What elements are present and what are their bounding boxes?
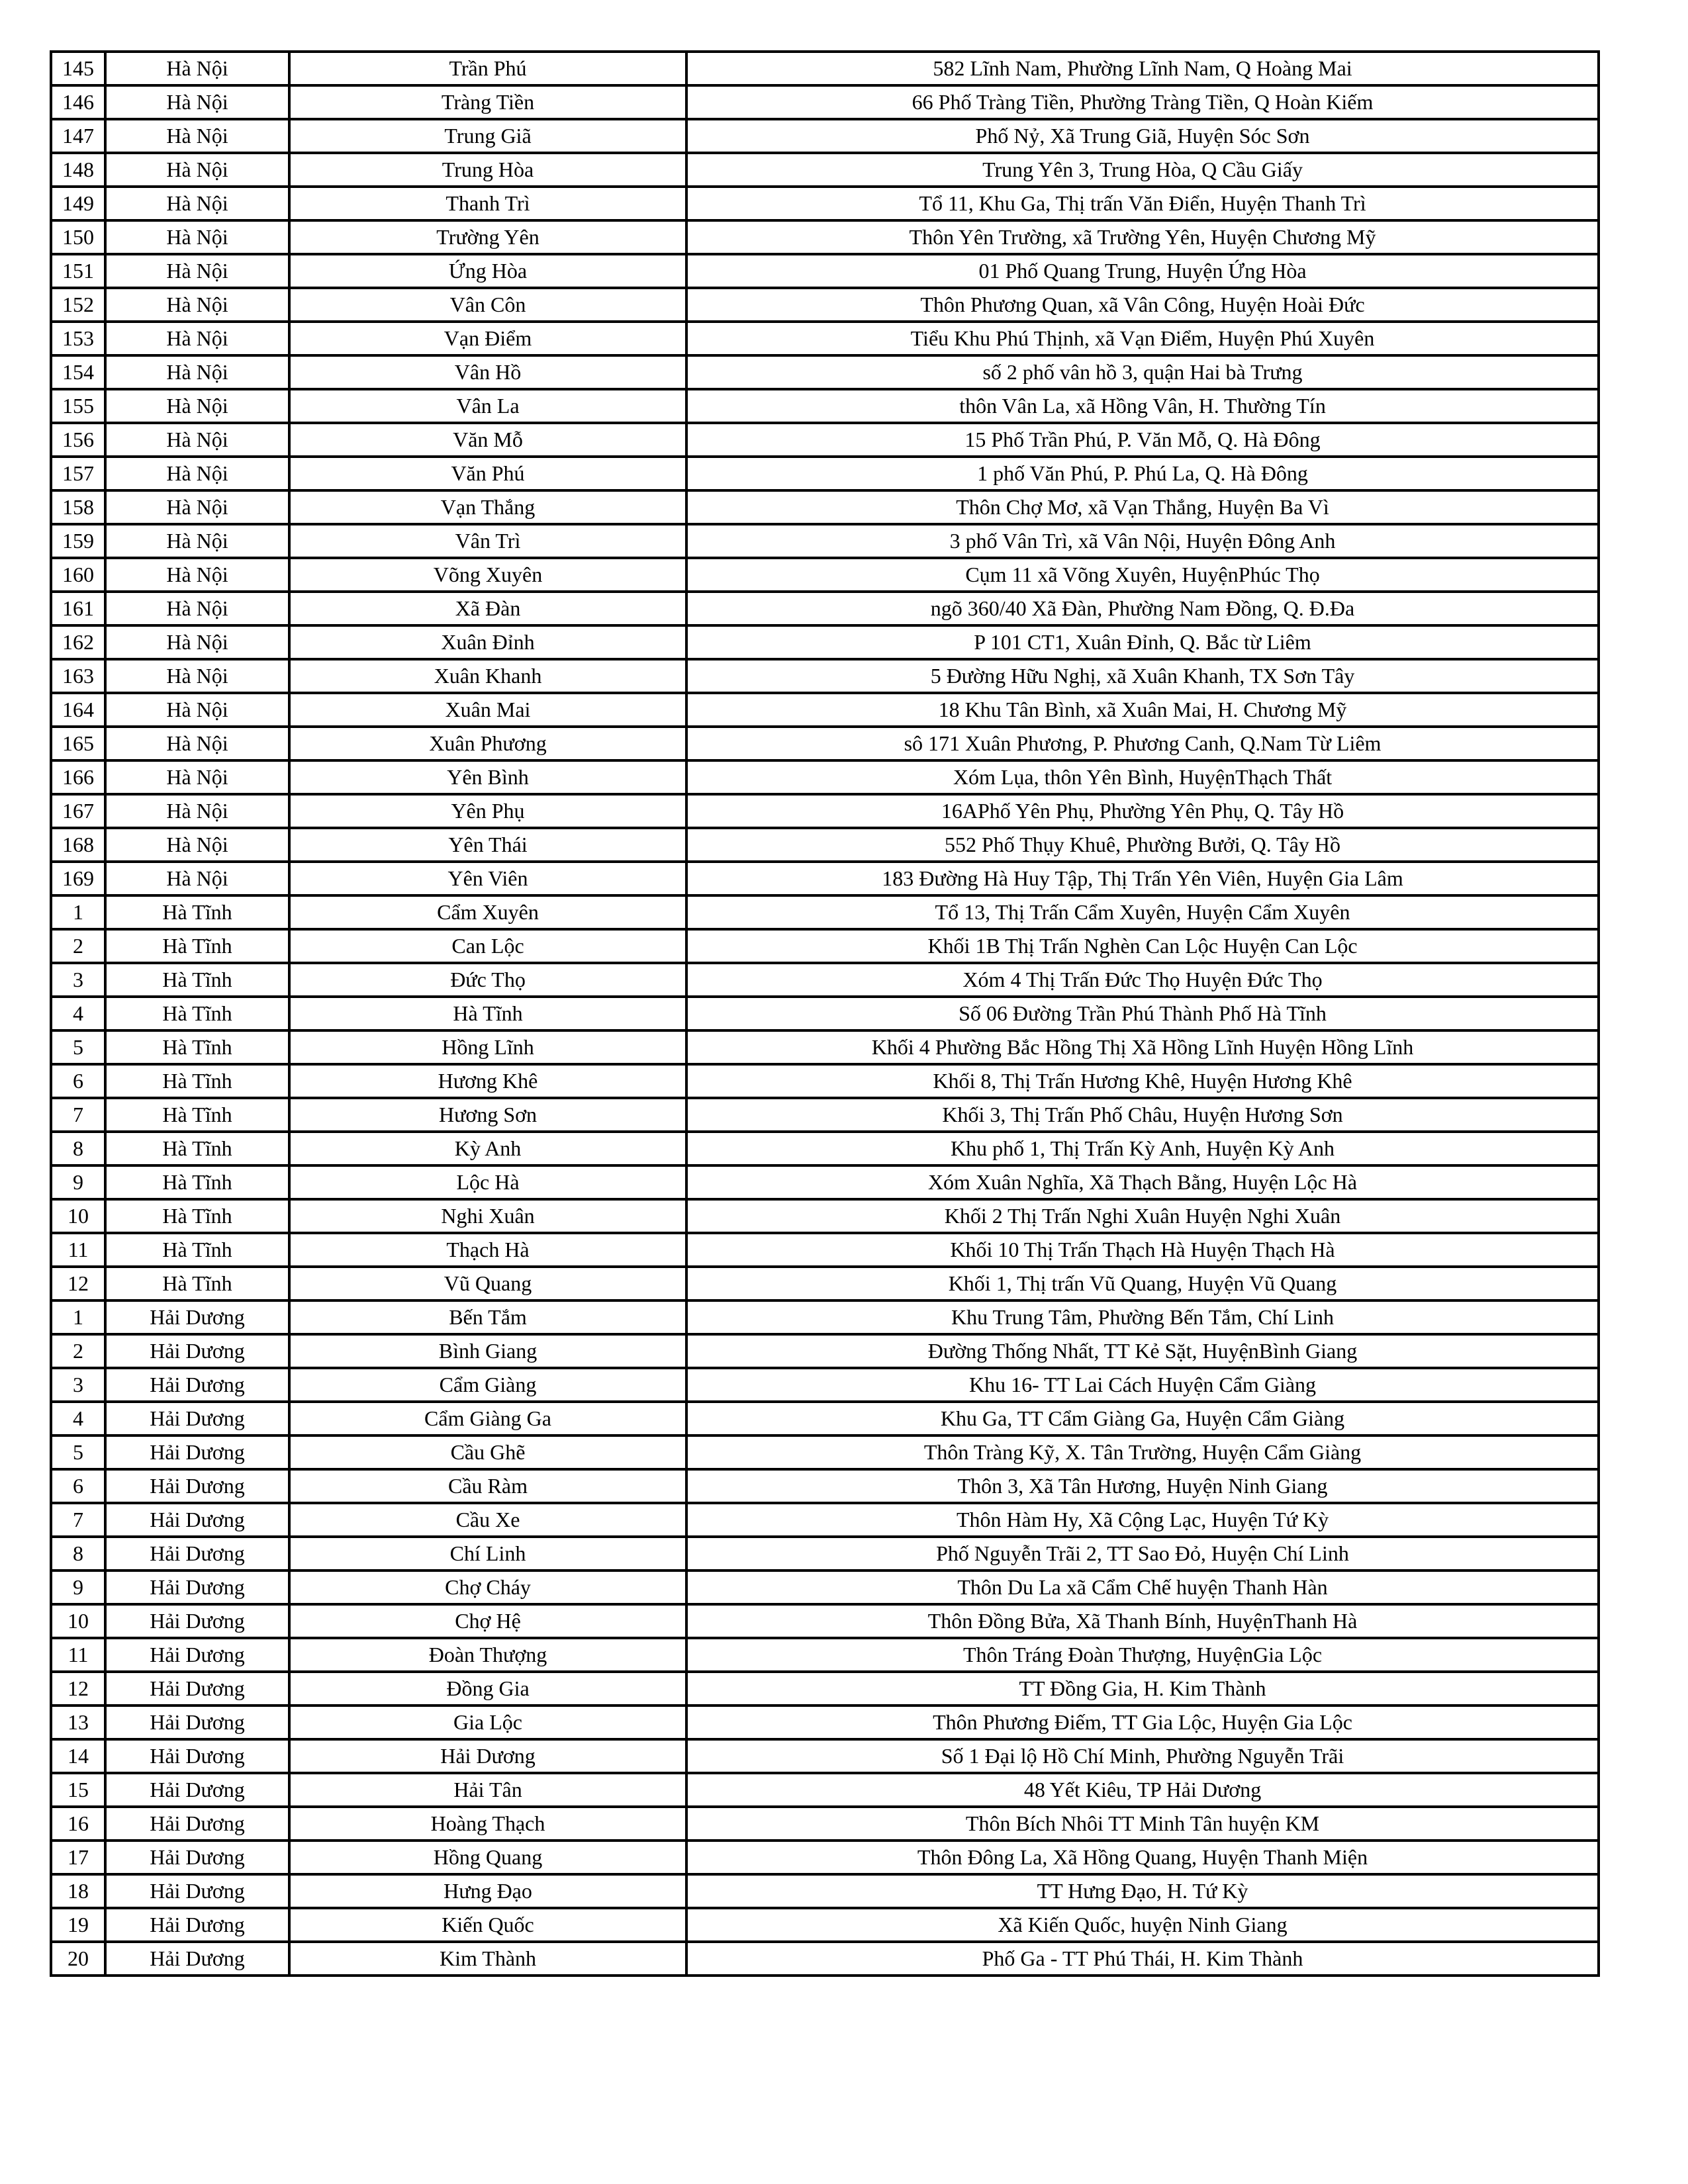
row-number-cell: 146 bbox=[51, 85, 105, 119]
address-cell: Tiểu Khu Phú Thịnh, xã Vạn Điểm, Huyện Phú Xuyên bbox=[686, 322, 1599, 355]
address-cell: 582 Lĩnh Nam, Phường Lĩnh Nam, Q Hoàng Mai bbox=[686, 52, 1599, 85]
table-row bbox=[51, 1807, 1599, 1841]
province-cell: Hải Dương bbox=[105, 1841, 289, 1874]
address-cell: Thôn Đồng Bửa, Xã Thanh Bính, HuyệnThanh Hà bbox=[686, 1604, 1599, 1638]
table-row bbox=[51, 423, 1599, 457]
row-number-cell: 12 bbox=[51, 1672, 105, 1706]
address-cell: 1 phố Văn Phú, P. Phú La, Q. Hà Đông bbox=[686, 457, 1599, 490]
branch-name-cell: Cầu Ràm bbox=[289, 1469, 686, 1503]
row-number-cell: 8 bbox=[51, 1132, 105, 1165]
row-number-cell: 2 bbox=[51, 1334, 105, 1368]
row-number-cell: 151 bbox=[51, 254, 105, 288]
address-cell: Thôn 3, Xã Tân Hương, Huyện Ninh Giang bbox=[686, 1469, 1599, 1503]
branch-name-cell: Yên Viên bbox=[289, 862, 686, 895]
branch-name-cell: Xuân Mai bbox=[289, 693, 686, 727]
row-number-cell: 8 bbox=[51, 1537, 105, 1570]
row-number-cell: 6 bbox=[51, 1469, 105, 1503]
branch-name-cell: Vân Trì bbox=[289, 524, 686, 558]
branch-name-cell: Nghi Xuân bbox=[289, 1199, 686, 1233]
province-cell: Hải Dương bbox=[105, 1638, 289, 1672]
address-cell: 15 Phố Trần Phú, P. Văn Mỗ, Q. Hà Đông bbox=[686, 423, 1599, 457]
address-cell: Đường Thống Nhất, TT Kẻ Sặt, HuyệnBình Giang bbox=[686, 1334, 1599, 1368]
table-row bbox=[51, 1570, 1599, 1604]
branch-name-cell: Bến Tắm bbox=[289, 1300, 686, 1334]
branch-name-cell: Trần Phú bbox=[289, 52, 686, 85]
row-number-cell: 11 bbox=[51, 1638, 105, 1672]
province-cell: Hà Nội bbox=[105, 322, 289, 355]
table-row bbox=[51, 1908, 1599, 1942]
table-body bbox=[51, 52, 1599, 1976]
province-cell: Hà Tĩnh bbox=[105, 1098, 289, 1132]
table-row bbox=[51, 1469, 1599, 1503]
province-cell: Hà Nội bbox=[105, 288, 289, 322]
branch-name-cell: Hải Tân bbox=[289, 1773, 686, 1807]
branch-name-cell: Hồng Quang bbox=[289, 1841, 686, 1874]
table-row bbox=[51, 322, 1599, 355]
province-cell: Hà Tĩnh bbox=[105, 1267, 289, 1300]
branch-name-cell: Cẩm Giàng Ga bbox=[289, 1402, 686, 1435]
province-cell: Hải Dương bbox=[105, 1908, 289, 1942]
address-cell: Thôn Tràng Kỹ, X. Tân Trường, Huyện Cẩm Giàng bbox=[686, 1435, 1599, 1469]
province-cell: Hà Nội bbox=[105, 153, 289, 187]
row-number-cell: 4 bbox=[51, 997, 105, 1030]
table-row bbox=[51, 828, 1599, 862]
branch-name-cell: Văn Mỗ bbox=[289, 423, 686, 457]
table-row bbox=[51, 693, 1599, 727]
branch-name-cell: Gia Lộc bbox=[289, 1706, 686, 1739]
province-cell: Hà Nội bbox=[105, 85, 289, 119]
province-cell: Hà Nội bbox=[105, 592, 289, 625]
province-cell: Hà Nội bbox=[105, 659, 289, 693]
row-number-cell: 18 bbox=[51, 1874, 105, 1908]
table-row bbox=[51, 1773, 1599, 1807]
province-cell: Hà Nội bbox=[105, 862, 289, 895]
address-cell: sô 171 Xuân Phương, P. Phương Canh, Q.Nam Từ Liêm bbox=[686, 727, 1599, 760]
address-cell: Trung Yên 3, Trung Hòa, Q Cầu Giấy bbox=[686, 153, 1599, 187]
table-row bbox=[51, 1503, 1599, 1537]
address-cell: Khu Trung Tâm, Phường Bến Tắm, Chí Linh bbox=[686, 1300, 1599, 1334]
branch-name-cell: Cẩm Xuyên bbox=[289, 895, 686, 929]
address-cell: 48 Yết Kiêu, TP Hải Dương bbox=[686, 1773, 1599, 1807]
branch-name-cell: Hồng Lĩnh bbox=[289, 1030, 686, 1064]
table-row bbox=[51, 1706, 1599, 1739]
row-number-cell: 147 bbox=[51, 119, 105, 153]
address-cell: Phố Nguyễn Trãi 2, TT Sao Đỏ, Huyện Chí Linh bbox=[686, 1537, 1599, 1570]
branch-name-cell: Kiến Quốc bbox=[289, 1908, 686, 1942]
branch-name-cell: Trường Yên bbox=[289, 220, 686, 254]
row-number-cell: 158 bbox=[51, 490, 105, 524]
table-row bbox=[51, 524, 1599, 558]
address-cell: Xóm Xuân Nghĩa, Xã Thạch Bằng, Huyện Lộc Hà bbox=[686, 1165, 1599, 1199]
province-cell: Hà Nội bbox=[105, 119, 289, 153]
branch-name-cell: Đức Thọ bbox=[289, 963, 686, 997]
province-cell: Hà Tĩnh bbox=[105, 1199, 289, 1233]
address-cell: Khối 1B Thị Trấn Nghèn Can Lộc Huyện Can Lộc bbox=[686, 929, 1599, 963]
row-number-cell: 5 bbox=[51, 1435, 105, 1469]
province-cell: Hà Tĩnh bbox=[105, 1233, 289, 1267]
table-row bbox=[51, 727, 1599, 760]
province-cell: Hà Nội bbox=[105, 727, 289, 760]
province-cell: Hà Tĩnh bbox=[105, 929, 289, 963]
row-number-cell: 14 bbox=[51, 1739, 105, 1773]
address-cell: Thôn Chợ Mơ, xã Vạn Thắng, Huyện Ba Vì bbox=[686, 490, 1599, 524]
row-number-cell: 7 bbox=[51, 1098, 105, 1132]
branch-name-cell: Xuân Khanh bbox=[289, 659, 686, 693]
province-cell: Hà Nội bbox=[105, 693, 289, 727]
row-number-cell: 3 bbox=[51, 963, 105, 997]
address-cell: Thôn Tráng Đoàn Thượng, HuyệnGia Lộc bbox=[686, 1638, 1599, 1672]
table-row bbox=[51, 254, 1599, 288]
branch-name-cell: Hà Tĩnh bbox=[289, 997, 686, 1030]
branch-name-cell: Thạch Hà bbox=[289, 1233, 686, 1267]
table-row bbox=[51, 1132, 1599, 1165]
table-row bbox=[51, 592, 1599, 625]
province-cell: Hải Dương bbox=[105, 1300, 289, 1334]
row-number-cell: 2 bbox=[51, 929, 105, 963]
branch-name-cell: Trung Giã bbox=[289, 119, 686, 153]
branch-name-cell: Can Lộc bbox=[289, 929, 686, 963]
table-row bbox=[51, 119, 1599, 153]
branch-name-cell: Trung Hòa bbox=[289, 153, 686, 187]
address-cell: Khối 1, Thị trấn Vũ Quang, Huyện Vũ Quang bbox=[686, 1267, 1599, 1300]
table-row bbox=[51, 389, 1599, 423]
branch-name-cell: Hải Dương bbox=[289, 1739, 686, 1773]
table-row bbox=[51, 457, 1599, 490]
row-number-cell: 1 bbox=[51, 1300, 105, 1334]
row-number-cell: 164 bbox=[51, 693, 105, 727]
table-row bbox=[51, 1604, 1599, 1638]
branch-name-cell: Hưng Đạo bbox=[289, 1874, 686, 1908]
branch-name-cell: Hương Sơn bbox=[289, 1098, 686, 1132]
address-cell: ngõ 360/40 Xã Đàn, Phường Nam Đồng, Q. Đ.Đa bbox=[686, 592, 1599, 625]
branch-name-cell: Tràng Tiền bbox=[289, 85, 686, 119]
branch-name-cell: Xuân Phương bbox=[289, 727, 686, 760]
table-row bbox=[51, 490, 1599, 524]
address-cell: Khối 3, Thị Trấn Phố Châu, Huyện Hương Sơn bbox=[686, 1098, 1599, 1132]
table-row bbox=[51, 1098, 1599, 1132]
branch-name-cell: Vân Hồ bbox=[289, 355, 686, 389]
branch-name-cell: Đoàn Thượng bbox=[289, 1638, 686, 1672]
row-number-cell: 145 bbox=[51, 52, 105, 85]
row-number-cell: 9 bbox=[51, 1165, 105, 1199]
address-cell: thôn Vân La, xã Hồng Vân, H. Thường Tín bbox=[686, 389, 1599, 423]
branch-name-cell: Vạn Điểm bbox=[289, 322, 686, 355]
province-cell: Hải Dương bbox=[105, 1807, 289, 1841]
address-cell: Cụm 11 xã Võng Xuyên, HuyệnPhúc Thọ bbox=[686, 558, 1599, 592]
table-row bbox=[51, 52, 1599, 85]
address-cell: Thôn Yên Trường, xã Trường Yên, Huyện Chương Mỹ bbox=[686, 220, 1599, 254]
table-row bbox=[51, 1368, 1599, 1402]
row-number-cell: 15 bbox=[51, 1773, 105, 1807]
table-row bbox=[51, 85, 1599, 119]
address-cell: Khu phố 1, Thị Trấn Kỳ Anh, Huyện Kỳ Anh bbox=[686, 1132, 1599, 1165]
row-number-cell: 20 bbox=[51, 1942, 105, 1976]
row-number-cell: 19 bbox=[51, 1908, 105, 1942]
address-cell: Phố Ga - TT Phú Thái, H. Kim Thành bbox=[686, 1942, 1599, 1976]
table-row bbox=[51, 862, 1599, 895]
row-number-cell: 7 bbox=[51, 1503, 105, 1537]
row-number-cell: 16 bbox=[51, 1807, 105, 1841]
address-cell: 66 Phố Tràng Tiền, Phường Tràng Tiền, Q Hoàn Kiếm bbox=[686, 85, 1599, 119]
row-number-cell: 149 bbox=[51, 187, 105, 220]
branch-name-cell: Võng Xuyên bbox=[289, 558, 686, 592]
table-row bbox=[51, 794, 1599, 828]
province-cell: Hải Dương bbox=[105, 1604, 289, 1638]
address-cell: 16APhố Yên Phụ, Phường Yên Phụ, Q. Tây Hồ bbox=[686, 794, 1599, 828]
province-cell: Hải Dương bbox=[105, 1739, 289, 1773]
province-cell: Hà Nội bbox=[105, 423, 289, 457]
province-cell: Hà Nội bbox=[105, 490, 289, 524]
province-cell: Hà Nội bbox=[105, 760, 289, 794]
branch-address-table bbox=[50, 50, 1600, 1977]
row-number-cell: 10 bbox=[51, 1199, 105, 1233]
province-cell: Hải Dương bbox=[105, 1773, 289, 1807]
branch-name-cell: Cầu Xe bbox=[289, 1503, 686, 1537]
row-number-cell: 153 bbox=[51, 322, 105, 355]
row-number-cell: 12 bbox=[51, 1267, 105, 1300]
table-row bbox=[51, 929, 1599, 963]
table-row bbox=[51, 1300, 1599, 1334]
branch-name-cell: Cầu Ghẽ bbox=[289, 1435, 686, 1469]
table-row bbox=[51, 153, 1599, 187]
province-cell: Hà Nội bbox=[105, 828, 289, 862]
address-cell: Xóm 4 Thị Trấn Đức Thọ Huyện Đức Thọ bbox=[686, 963, 1599, 997]
province-cell: Hà Tĩnh bbox=[105, 895, 289, 929]
row-number-cell: 1 bbox=[51, 895, 105, 929]
province-cell: Hà Nội bbox=[105, 355, 289, 389]
table-row bbox=[51, 1638, 1599, 1672]
province-cell: Hải Dương bbox=[105, 1672, 289, 1706]
table-row bbox=[51, 1199, 1599, 1233]
branch-name-cell: Ứng Hòa bbox=[289, 254, 686, 288]
branch-name-cell: Vân Côn bbox=[289, 288, 686, 322]
province-cell: Hà Nội bbox=[105, 52, 289, 85]
address-cell: Thôn Phương Quan, xã Vân Công, Huyện Hoài Đức bbox=[686, 288, 1599, 322]
address-cell: Thôn Hàm Hy, Xã Cộng Lạc, Huyện Tứ Kỳ bbox=[686, 1503, 1599, 1537]
table-row bbox=[51, 1739, 1599, 1773]
table-row bbox=[51, 288, 1599, 322]
address-cell: 552 Phố Thụy Khuê, Phường Bưởi, Q. Tây Hồ bbox=[686, 828, 1599, 862]
table-row bbox=[51, 1267, 1599, 1300]
table-row bbox=[51, 355, 1599, 389]
branch-name-cell: Vạn Thắng bbox=[289, 490, 686, 524]
address-cell: 183 Đường Hà Huy Tập, Thị Trấn Yên Viên, Huyện Gia Lâm bbox=[686, 862, 1599, 895]
address-cell: 3 phố Vân Trì, xã Vân Nội, Huyện Đông Anh bbox=[686, 524, 1599, 558]
table-row bbox=[51, 625, 1599, 659]
address-cell: Thôn Đông La, Xã Hồng Quang, Huyện Thanh Miện bbox=[686, 1841, 1599, 1874]
branch-name-cell: Kỳ Anh bbox=[289, 1132, 686, 1165]
row-number-cell: 160 bbox=[51, 558, 105, 592]
province-cell: Hải Dương bbox=[105, 1435, 289, 1469]
province-cell: Hà Tĩnh bbox=[105, 1132, 289, 1165]
branch-name-cell: Thanh Trì bbox=[289, 187, 686, 220]
branch-name-cell: Vân La bbox=[289, 389, 686, 423]
province-cell: Hải Dương bbox=[105, 1402, 289, 1435]
row-number-cell: 154 bbox=[51, 355, 105, 389]
province-cell: Hải Dương bbox=[105, 1537, 289, 1570]
branch-name-cell: Văn Phú bbox=[289, 457, 686, 490]
table-row bbox=[51, 558, 1599, 592]
row-number-cell: 166 bbox=[51, 760, 105, 794]
address-cell: TT Hưng Đạo, H. Tứ Kỳ bbox=[686, 1874, 1599, 1908]
row-number-cell: 163 bbox=[51, 659, 105, 693]
province-cell: Hải Dương bbox=[105, 1942, 289, 1976]
address-cell: Số 06 Đường Trần Phú Thành Phố Hà Tĩnh bbox=[686, 997, 1599, 1030]
address-cell: 18 Khu Tân Bình, xã Xuân Mai, H. Chương Mỹ bbox=[686, 693, 1599, 727]
province-cell: Hải Dương bbox=[105, 1368, 289, 1402]
table-row bbox=[51, 1233, 1599, 1267]
branch-name-cell: Xuân Đỉnh bbox=[289, 625, 686, 659]
address-cell: Thôn Phương Điếm, TT Gia Lộc, Huyện Gia Lộc bbox=[686, 1706, 1599, 1739]
row-number-cell: 165 bbox=[51, 727, 105, 760]
address-cell: Khối 2 Thị Trấn Nghi Xuân Huyện Nghi Xuân bbox=[686, 1199, 1599, 1233]
table-row bbox=[51, 997, 1599, 1030]
table-row bbox=[51, 659, 1599, 693]
row-number-cell: 3 bbox=[51, 1368, 105, 1402]
address-cell: 5 Đường Hữu Nghị, xã Xuân Khanh, TX Sơn Tây bbox=[686, 659, 1599, 693]
table-row bbox=[51, 1165, 1599, 1199]
branch-name-cell: Yên Thái bbox=[289, 828, 686, 862]
address-cell: Thôn Du La xã Cẩm Chế huyện Thanh Hàn bbox=[686, 1570, 1599, 1604]
address-cell: 01 Phố Quang Trung, Huyện Ứng Hòa bbox=[686, 254, 1599, 288]
address-cell: Phố Nỷ, Xã Trung Giã, Huyện Sóc Sơn bbox=[686, 119, 1599, 153]
branch-name-cell: Chợ Cháy bbox=[289, 1570, 686, 1604]
province-cell: Hà Nội bbox=[105, 558, 289, 592]
branch-name-cell: Cẩm Giàng bbox=[289, 1368, 686, 1402]
table-row bbox=[51, 1334, 1599, 1368]
table-row bbox=[51, 1537, 1599, 1570]
table-row bbox=[51, 760, 1599, 794]
row-number-cell: 162 bbox=[51, 625, 105, 659]
row-number-cell: 148 bbox=[51, 153, 105, 187]
branch-name-cell: Yên Phụ bbox=[289, 794, 686, 828]
row-number-cell: 156 bbox=[51, 423, 105, 457]
table-row bbox=[51, 1841, 1599, 1874]
table-row bbox=[51, 895, 1599, 929]
branch-name-cell: Hương Khê bbox=[289, 1064, 686, 1098]
province-cell: Hải Dương bbox=[105, 1503, 289, 1537]
address-cell: Xã Kiến Quốc, huyện Ninh Giang bbox=[686, 1908, 1599, 1942]
address-cell: Khối 8, Thị Trấn Hương Khê, Huyện Hương Khê bbox=[686, 1064, 1599, 1098]
province-cell: Hà Nội bbox=[105, 625, 289, 659]
table-row bbox=[51, 963, 1599, 997]
row-number-cell: 10 bbox=[51, 1604, 105, 1638]
province-cell: Hà Tĩnh bbox=[105, 997, 289, 1030]
province-cell: Hải Dương bbox=[105, 1874, 289, 1908]
address-cell: P 101 CT1, Xuân Đỉnh, Q. Bắc từ Liêm bbox=[686, 625, 1599, 659]
province-cell: Hà Nội bbox=[105, 389, 289, 423]
row-number-cell: 168 bbox=[51, 828, 105, 862]
row-number-cell: 159 bbox=[51, 524, 105, 558]
row-number-cell: 157 bbox=[51, 457, 105, 490]
branch-name-cell: Xã Đàn bbox=[289, 592, 686, 625]
row-number-cell: 152 bbox=[51, 288, 105, 322]
row-number-cell: 167 bbox=[51, 794, 105, 828]
row-number-cell: 150 bbox=[51, 220, 105, 254]
row-number-cell: 9 bbox=[51, 1570, 105, 1604]
table-row bbox=[51, 1672, 1599, 1706]
branch-name-cell: Chợ Hệ bbox=[289, 1604, 686, 1638]
table-row bbox=[51, 1064, 1599, 1098]
table-row bbox=[51, 1402, 1599, 1435]
address-cell: Xóm Lụa, thôn Yên Bình, HuyệnThạch Thất bbox=[686, 760, 1599, 794]
branch-name-cell: Bình Giang bbox=[289, 1334, 686, 1368]
province-cell: Hà Nội bbox=[105, 524, 289, 558]
province-cell: Hải Dương bbox=[105, 1706, 289, 1739]
province-cell: Hải Dương bbox=[105, 1469, 289, 1503]
branch-name-cell: Kim Thành bbox=[289, 1942, 686, 1976]
branch-name-cell: Vũ Quang bbox=[289, 1267, 686, 1300]
province-cell: Hà Tĩnh bbox=[105, 1030, 289, 1064]
address-cell: TT Đồng Gia, H. Kim Thành bbox=[686, 1672, 1599, 1706]
row-number-cell: 17 bbox=[51, 1841, 105, 1874]
branch-name-cell: Lộc Hà bbox=[289, 1165, 686, 1199]
row-number-cell: 13 bbox=[51, 1706, 105, 1739]
table-row bbox=[51, 1874, 1599, 1908]
province-cell: Hà Tĩnh bbox=[105, 963, 289, 997]
branch-name-cell: Yên Bình bbox=[289, 760, 686, 794]
row-number-cell: 169 bbox=[51, 862, 105, 895]
table-row bbox=[51, 1942, 1599, 1976]
address-cell: Khu Ga, TT Cẩm Giàng Ga, Huyện Cẩm Giàng bbox=[686, 1402, 1599, 1435]
address-cell: Số 1 Đại lộ Hồ Chí Minh, Phường Nguyễn Trãi bbox=[686, 1739, 1599, 1773]
province-cell: Hà Nội bbox=[105, 457, 289, 490]
row-number-cell: 5 bbox=[51, 1030, 105, 1064]
address-cell: số 2 phố vân hồ 3, quận Hai bà Trưng bbox=[686, 355, 1599, 389]
address-cell: Khối 10 Thị Trấn Thạch Hà Huyện Thạch Hà bbox=[686, 1233, 1599, 1267]
row-number-cell: 155 bbox=[51, 389, 105, 423]
address-cell: Khu 16- TT Lai Cách Huyện Cẩm Giàng bbox=[686, 1368, 1599, 1402]
table-row bbox=[51, 1435, 1599, 1469]
province-cell: Hà Tĩnh bbox=[105, 1165, 289, 1199]
table-row bbox=[51, 220, 1599, 254]
province-cell: Hải Dương bbox=[105, 1334, 289, 1368]
province-cell: Hà Nội bbox=[105, 187, 289, 220]
address-cell: Tổ 13, Thị Trấn Cẩm Xuyên, Huyện Cẩm Xuyên bbox=[686, 895, 1599, 929]
row-number-cell: 11 bbox=[51, 1233, 105, 1267]
province-cell: Hà Nội bbox=[105, 794, 289, 828]
province-cell: Hà Nội bbox=[105, 254, 289, 288]
address-cell: Khối 4 Phường Bắc Hồng Thị Xã Hồng Lĩnh Huyện Hồng Lĩnh bbox=[686, 1030, 1599, 1064]
table-row bbox=[51, 1030, 1599, 1064]
row-number-cell: 4 bbox=[51, 1402, 105, 1435]
address-cell: Thôn Bích Nhôi TT Minh Tân huyện KM bbox=[686, 1807, 1599, 1841]
table-row bbox=[51, 187, 1599, 220]
province-cell: Hải Dương bbox=[105, 1570, 289, 1604]
row-number-cell: 161 bbox=[51, 592, 105, 625]
branch-name-cell: Hoàng Thạch bbox=[289, 1807, 686, 1841]
branch-name-cell: Đồng Gia bbox=[289, 1672, 686, 1706]
branch-name-cell: Chí Linh bbox=[289, 1537, 686, 1570]
province-cell: Hà Nội bbox=[105, 220, 289, 254]
row-number-cell: 6 bbox=[51, 1064, 105, 1098]
province-cell: Hà Tĩnh bbox=[105, 1064, 289, 1098]
address-cell: Tổ 11, Khu Ga, Thị trấn Văn Điển, Huyện Thanh Trì bbox=[686, 187, 1599, 220]
